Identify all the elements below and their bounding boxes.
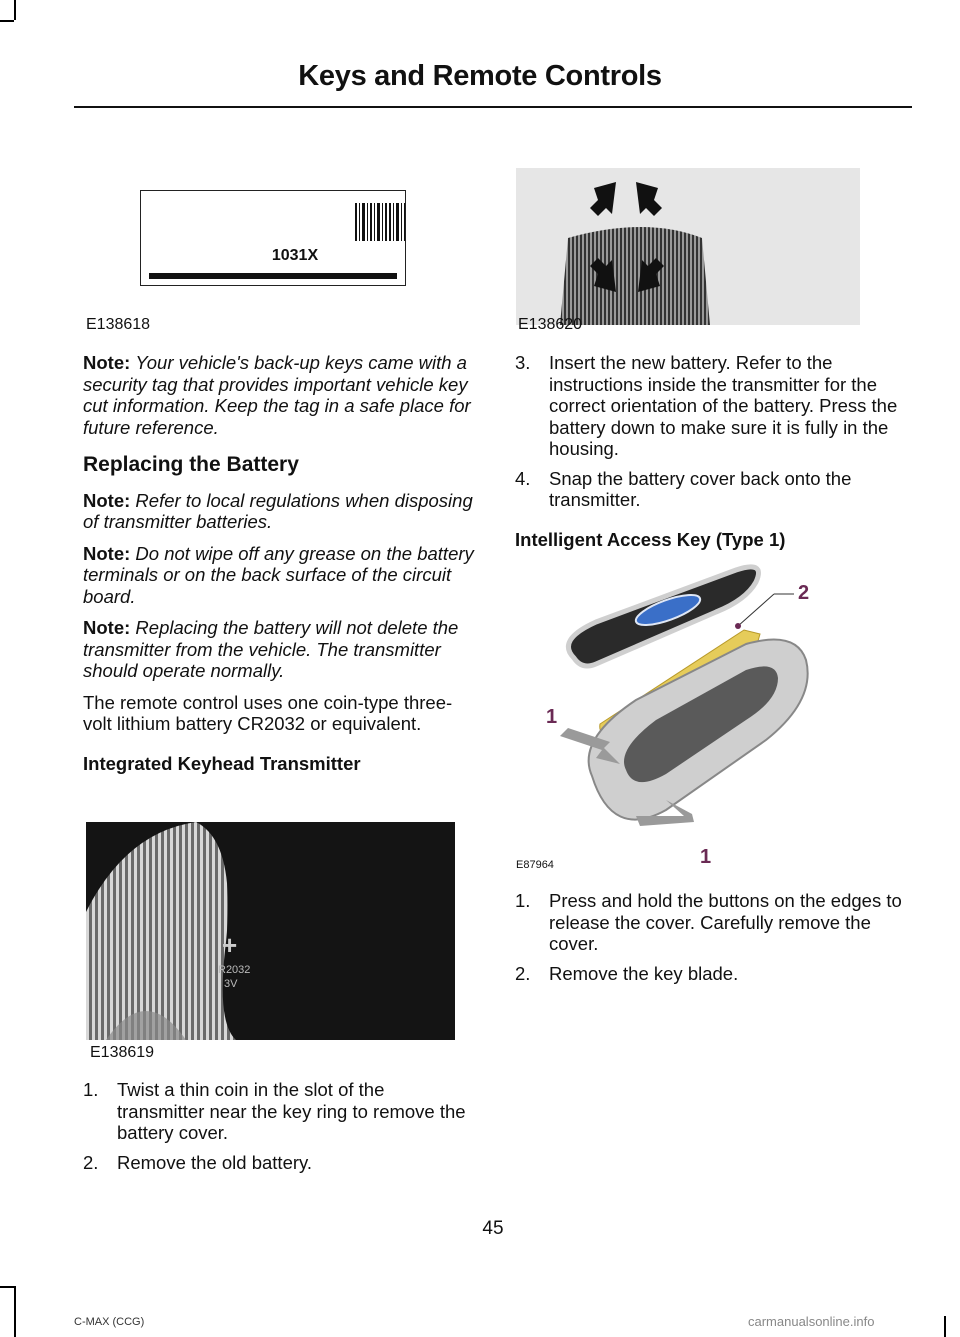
figure-id-key: E87964: [516, 859, 554, 871]
page-title: Keys and Remote Controls: [298, 60, 662, 92]
keyhead-steps: [83, 1079, 475, 1173]
list-item: 1. Twist a thin coin in the slot of the transmitter near the key ring to remove the battery cover.: [83, 1079, 466, 1143]
note-delete: Note: Replacing the battery will not delete the transmitter from the vehicle. The transmitter should operate normally.: [83, 617, 459, 681]
callout-2: 2: [798, 582, 810, 604]
barcode-icon: [141, 191, 406, 286]
intelligent-key-steps: [515, 890, 907, 984]
battery-voltage: 3V: [224, 978, 238, 990]
note-disposal: Note: Refer to local regulations when disposing of transmitter batteries.: [83, 489, 473, 532]
subheading-keyhead: Integrated Keyhead Transmitter: [83, 752, 361, 774]
intelligent-key-figure: [516, 560, 836, 875]
callout-1-top: 1: [546, 706, 558, 728]
list-item: 1. Press and hold the buttons on the edges to release the cover. Carefully remove the cover.: [515, 890, 902, 954]
callout-1-bottom: 1: [700, 846, 712, 868]
header-divider: [74, 106, 912, 108]
battery-label: R2032: [218, 964, 251, 976]
left-steps: [83, 1079, 475, 1183]
transmitter-shell: [86, 822, 236, 1040]
insert-steps: [515, 352, 907, 511]
crop-mark: [944, 1316, 946, 1337]
plus-sign: +: [222, 930, 238, 960]
figure-id-tag: E138618: [86, 316, 151, 333]
note-grease: Note: Do not wipe off any grease on the battery terminals or on the back surface of the circuit board.: [83, 542, 474, 607]
tag-bar: [149, 273, 397, 279]
transmitter-housing: [560, 227, 710, 325]
list-item: 4. Snap the battery cover back onto the transmitter.: [515, 467, 852, 510]
note-security-tag: Note: Your vehicle's back-up keys came with a security tag that provides important vehicle key cut information. Keep the tag in a safe place for future reference.: [83, 352, 471, 438]
page-number: 45: [482, 1218, 504, 1239]
security-tag-figure: [140, 190, 406, 286]
figure-id-coin: E138619: [90, 1044, 155, 1061]
barcode-label: 1031X: [271, 247, 319, 264]
section-title: Replacing the Battery: [83, 453, 299, 476]
left-column: [83, 352, 475, 788]
crop-mark: [0, 20, 14, 22]
watermark: carmanualsonline.info: [748, 1314, 875, 1329]
subheading-intelligent-key: Intelligent Access Key (Type 1): [515, 528, 786, 550]
crop-mark: [0, 1286, 14, 1288]
battery-paragraph: The remote control uses one coin-type three-volt lithium battery CR2032 or equivalent.: [83, 691, 453, 734]
list-item: 2. Remove the old battery.: [83, 1151, 313, 1173]
list-item: 2. Remove the key blade.: [515, 962, 739, 984]
battery-insert-figure: [516, 168, 860, 325]
crop-mark: [14, 1286, 16, 1337]
right-steps: [515, 890, 907, 994]
coin-slot-figure: [86, 822, 455, 1040]
figure-id-insert: E138620: [518, 316, 583, 333]
crop-mark: [14, 0, 16, 20]
list-item: 3. Insert the new battery. Refer to the instructions inside the transmitter for the correct orientation of the battery. Press the battery down to make sure it is fully in the housing.: [515, 352, 898, 459]
right-column: [515, 352, 907, 564]
model-label: C-MAX (CCG): [74, 1316, 145, 1328]
